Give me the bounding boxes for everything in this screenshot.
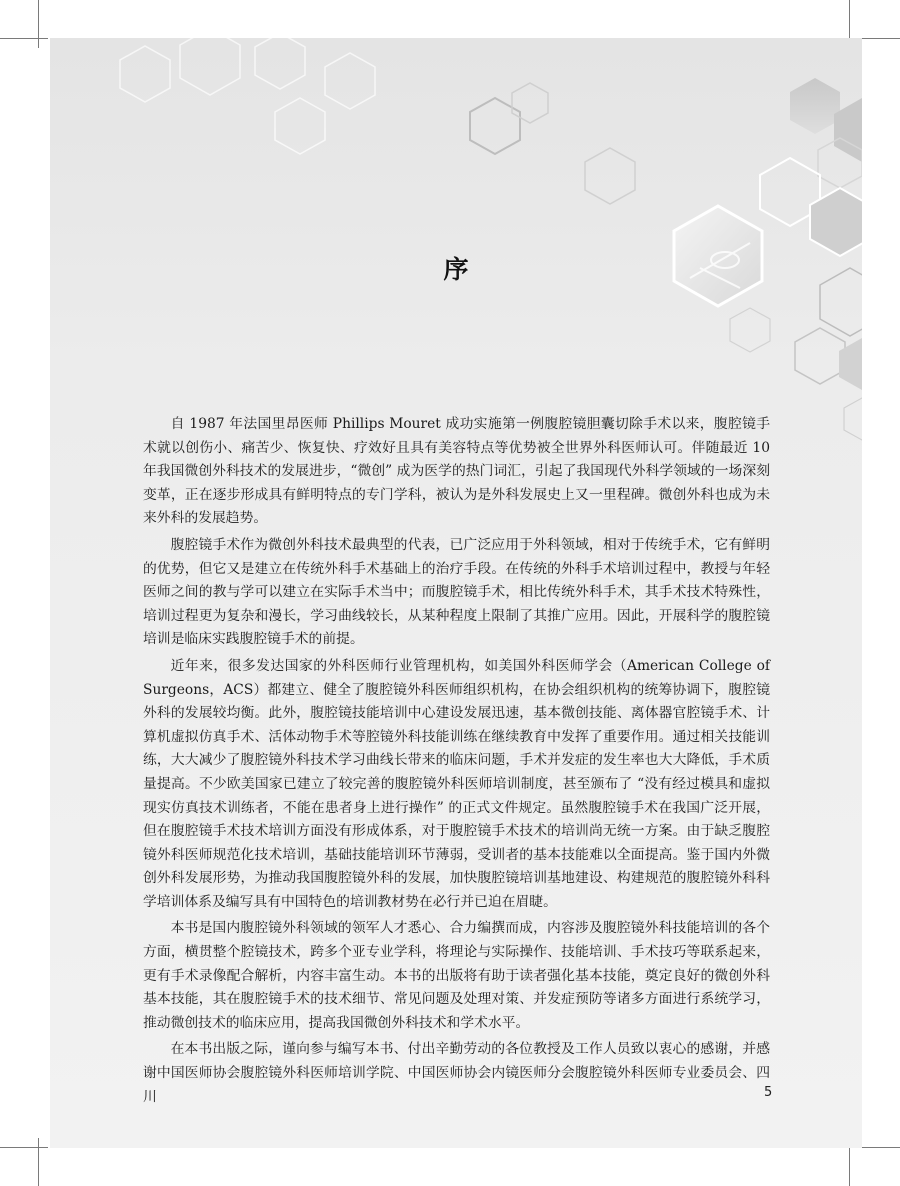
preface-body bbox=[143, 413, 773, 1112]
paragraph-4: 本书是国内腹腔镜外科领域的领军人才悉心、合力编撰而成，内容涉及腹腔镜外科技能培训的各个方面，横贯整个腔镜技术，跨多个亚专业学科，将理论与实际操作、技能培训、手术技巧等联系起来，更有手术录像配合解析，内容丰富生动。本书的出版将有助于读者强化基本技能，奠定良好的微创外科基本技能，其在腹腔镜手术的技术细节、常见问题及处理对策、并发症预防等诸多方面进行系统学习，推动微创技术的临床应用，提高我国微创外科技术和学术水平。 bbox=[143, 920, 770, 1031]
crop-mark-bottom-left-v bbox=[38, 1138, 39, 1186]
hexagon-decoration bbox=[50, 38, 862, 458]
paragraph-3: 近年来，很多发达国家的外科医师行业管理机构，如美国外科医师学会（American College of Surgeons，ACS）都建立、健全了腹腔镜外科医师组织机构，在协会组织机构的统筹协调下，腹腔镜外科的发展较均衡。此外，腹腔镜技能培训中心建设发展迅速，基本微创技能、离体器官腔镜手术、计算机虚拟仿真手术、活体动物手术等腔镜外科技能训练在继续教育中发挥了重要作用。通过相关技能训练，大大减少了腹腔镜外科技术学习曲线长带来的临床问题，手术并发症的发生率也大大降低，手术质量提高。不少欧美国家已建立了较完善的腹腔镜外科医师培训制度，甚至颁布了 “没有经过模具和虚拟现实仿真技术训练者，不能在患者身上进行操作” 的正式文件规定。虽然腹腔镜手术在我国广泛开展，但在腹腔镜手术技术培训方面没有形成体系，对于腹腔镜手术技术的培训尚无统一方案。由于缺乏腹腔镜外科医师规范化技术培训，基础技能培训环节薄弱，受训者的基本技能难以全面提高。鉴于国内外微创外科发展形势，为推动我国腹腔镜外科的发展，加快腹腔镜培训基地建设、构建规范的腹腔镜外科科学培训体系及编写具有中国特色的培训教材势在必行并已迫在眉睫。 bbox=[143, 657, 770, 910]
paragraph-2: 腹腔镜手术作为微创外科技术最典型的代表，已广泛应用于外科领域，相对于传统手术，它有鲜明的优势，但它又是建立在传统外科手术基础上的治疗手段。在传统的外科手术培训过程中，教授与年轻医师之间的教与学可以建立在实际手术当中；而腹腔镜手术，相比传统外科手术，其手术技术特殊性，培训过程更为复杂和漫长，学习曲线较长，从某种程度上限制了其推广应用。因此，开展科学的腹腔镜培训是临床实践腹腔镜手术的前提。 bbox=[143, 536, 770, 648]
paragraph-5: 在本书出版之际，谨向参与编写本书、付出辛勤劳动的各位教授及工作人员致以衷心的感谢，并感谢中国医师协会腹腔镜外科医师培训学院、中国医师协会内镜医师分会腹腔镜外科医师专业委员会、四川 bbox=[143, 1041, 770, 1105]
crop-mark-bottom-left-h bbox=[0, 1147, 48, 1148]
crop-mark-top-left-v bbox=[38, 0, 39, 48]
page-number: 5 bbox=[764, 1085, 773, 1100]
crop-mark-top-left-h bbox=[0, 38, 48, 39]
paragraph-1: 自 1987 年法国里昂医师 Phillips Mouret 成功实施第一例腹腔镜胆囊切除手术以来，腹腔镜手术就以创伤小、痛苦少、恢复快、疗效好且具有美容特点等优势被全世界外科医师认可。伴随最近 10 年我国微创外科技术的发展进步，“微创” 成为医学的热门词汇，引起了我国现代外科学领域的一场深刻变革，正在逐步形成具有鲜明特点的专门学科，被认为是外科发展史上又一里程碑。微创外科也成为未来外科的发展趋势。 bbox=[143, 416, 770, 527]
page-title: 序 bbox=[443, 255, 469, 284]
book-page bbox=[50, 38, 862, 1148]
